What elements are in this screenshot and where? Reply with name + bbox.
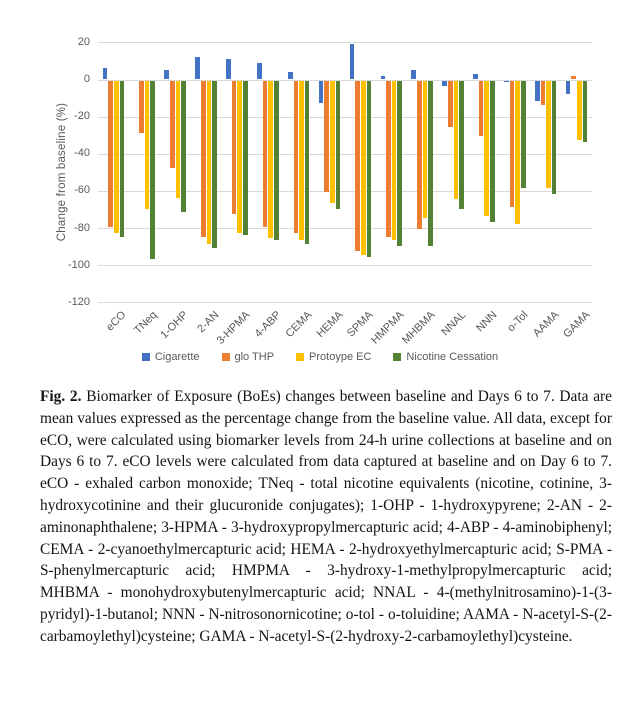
bar-AAMA-Protoype EC <box>546 81 551 189</box>
gridline <box>98 228 592 229</box>
x-tick-label: eCO <box>104 309 129 334</box>
bar-CEMA-Nicotine Cessation <box>305 81 310 244</box>
bar-MHBMA-glo THP <box>417 81 422 230</box>
bar-MHBMA-Cigarette <box>411 70 416 79</box>
x-tick-label: o-Tol <box>504 309 531 335</box>
bar-HEMA-glo THP <box>324 81 329 192</box>
bar-TNeq-Nicotine Cessation <box>150 81 155 259</box>
x-tick-label: 2-AN <box>195 309 222 336</box>
x-tick-label: HMPMA <box>369 309 407 347</box>
legend-swatch-nicotine-cessation <box>393 353 401 361</box>
legend-label: Nicotine Cessation <box>406 351 499 363</box>
bar-2-AN-Nicotine Cessation <box>212 81 217 248</box>
bar-TNeq-Protoype EC <box>145 81 150 209</box>
bar-eCO-Nicotine Cessation <box>120 81 125 237</box>
bar-NNN-glo THP <box>479 81 484 137</box>
bar-GAMA-glo THP <box>571 76 576 80</box>
x-tick-label: TNeq <box>132 309 160 337</box>
bar-2-AN-Protoype EC <box>207 81 212 244</box>
bar-HEMA-Nicotine Cessation <box>336 81 341 209</box>
gridline <box>98 302 592 303</box>
bar-SPMA-glo THP <box>355 81 360 252</box>
legend-swatch-glo-thp <box>222 353 230 361</box>
bar-HMPMA-Cigarette <box>381 76 386 80</box>
y-tick-label: -100 <box>67 258 90 271</box>
x-tick-label: NNAL <box>439 309 469 339</box>
y-axis-title: Change from baseline (%) <box>56 102 68 242</box>
bar-NNAL-Protoype EC <box>454 81 459 200</box>
bar-2-AN-glo THP <box>201 81 206 237</box>
legend-swatch-cigarette <box>142 353 150 361</box>
bar-NNN-Protoype EC <box>484 81 489 217</box>
gridline <box>98 265 592 266</box>
bar-CEMA-Protoype EC <box>299 81 304 241</box>
bar-MHBMA-Nicotine Cessation <box>428 81 433 246</box>
bar-2-AN-Cigarette <box>195 57 200 79</box>
bar-NNAL-Cigarette <box>442 81 447 87</box>
bar-HMPMA-Nicotine Cessation <box>397 81 402 246</box>
x-tick-label: GAMA <box>560 309 593 341</box>
y-tick-label: 0 <box>83 73 90 85</box>
bar-1-OHP-glo THP <box>170 81 175 168</box>
bar-NNN-Cigarette <box>473 74 478 80</box>
legend-label: Protoype EC <box>309 351 372 363</box>
bar-SPMA-Nicotine Cessation <box>367 81 372 257</box>
y-tick-label: -80 <box>74 221 90 234</box>
y-tick-label: -60 <box>74 184 90 197</box>
figure-caption <box>40 386 612 648</box>
y-tick-label: -120 <box>67 295 90 308</box>
bar-eCO-Protoype EC <box>114 81 119 233</box>
x-tick-label: HEMA <box>314 309 346 340</box>
x-tick-label: 4-ABP <box>252 309 284 340</box>
bar-4-ABP-Nicotine Cessation <box>274 81 279 241</box>
bar-CEMA-Cigarette <box>288 72 293 79</box>
bar-NNN-Nicotine Cessation <box>490 81 495 222</box>
legend-label: glo THP <box>234 351 275 363</box>
bar-SPMA-Protoype EC <box>361 81 366 256</box>
bar-eCO-glo THP <box>108 81 113 228</box>
bar-o-Tol-Nicotine Cessation <box>521 81 526 189</box>
bar-NNAL-Nicotine Cessation <box>459 81 464 209</box>
legend-item-nicotine-cessation <box>393 351 498 363</box>
bar-HEMA-Cigarette <box>319 81 324 103</box>
bar-HMPMA-Protoype EC <box>392 81 397 241</box>
bar-3-HPMA-Protoype EC <box>237 81 242 233</box>
bar-3-HPMA-Cigarette <box>226 59 231 79</box>
legend-swatch-protoype-ec <box>296 353 304 361</box>
bar-1-OHP-Cigarette <box>164 70 169 79</box>
bar-HMPMA-glo THP <box>386 81 391 237</box>
bar-CEMA-glo THP <box>294 81 299 233</box>
bar-AAMA-Cigarette <box>535 81 540 101</box>
legend-item-protoype-ec <box>296 351 371 363</box>
bar-o-Tol-Cigarette <box>504 81 509 83</box>
legend-item-cigarette <box>142 351 200 363</box>
x-tick-label: MHBMA <box>400 309 438 347</box>
y-tick-label: -40 <box>74 147 90 160</box>
bar-1-OHP-Nicotine Cessation <box>181 81 186 213</box>
chart-legend <box>0 351 640 363</box>
bar-GAMA-Cigarette <box>566 81 571 94</box>
gridline <box>98 42 592 43</box>
bar-4-ABP-Protoype EC <box>268 81 273 239</box>
legend-label: Cigarette <box>154 351 200 363</box>
bar-HEMA-Protoype EC <box>330 81 335 204</box>
x-tick-label: CEMA <box>283 309 315 340</box>
x-tick-label: 1-OHP <box>158 309 191 342</box>
bar-o-Tol-glo THP <box>510 81 515 207</box>
bar-1-OHP-Protoype EC <box>176 81 181 198</box>
bar-4-ABP-Cigarette <box>257 63 262 80</box>
bar-GAMA-Protoype EC <box>577 81 582 140</box>
y-tick-label: 20 <box>77 35 90 48</box>
bar-SPMA-Cigarette <box>350 44 355 79</box>
bar-AAMA-Nicotine Cessation <box>552 81 557 194</box>
bar-NNAL-glo THP <box>448 81 453 127</box>
figure-caption-text: Biomarker of Exposure (BoEs) changes between baseline and Days 6 to 7. Data are mean values expressed as the percentage change from the baseline value. All data, except for eCO, were calculated using biomarker levels from 24-h urine collections at baseline and on Days 6 to 7. eCO levels were calculated from data captured at baseline and on Day 6 to 7. eCO - exhaled carbon monoxide; TNeq - total nicotine equivalents (nicotine, cotinine, 3-hydroxycotinine and their glucuronide conjugates); 1-OHP - 1-hydroxypyrene; 2-AN - 2-aminonaphthalene; 3-HPMA - 3-hydroxypropylmercapturic acid; 4-ABP - 4-aminobiphenyl; CEMA - 2-cyanoethylmercapturic acid; HEMA - 2-hydroxyethylmercapturic acid; S-PMA - S-phenylmercapturic acid; HMPMA - 3-hydroxy-1-methylpropylmercapturic acid; MHBMA - monohydroxybutenylmercapturic acid; NNAL - 4-(methylnitrosamino)-1-(3-pyridyl)-1-butanol; NNN - N-nitrosonornicotine; o-tol - o-toluidine; AAMA - N-acetyl-S-(2-carbamoylethyl)cysteine; GAMA - N-acetyl-S-(2-hydroxy-2-carbamoylethyl)cysteine. <box>40 388 612 645</box>
bar-GAMA-Nicotine Cessation <box>583 81 588 142</box>
bar-3-HPMA-Nicotine Cessation <box>243 81 248 235</box>
bar-MHBMA-Protoype EC <box>423 81 428 218</box>
bar-4-ABP-glo THP <box>263 81 268 228</box>
x-tick-label: SPMA <box>345 309 376 340</box>
bar-AAMA-glo THP <box>541 81 546 105</box>
y-tick-label: -20 <box>74 110 90 123</box>
bar-3-HPMA-glo THP <box>232 81 237 215</box>
figure-label: Fig. 2. <box>40 388 82 405</box>
bar-o-Tol-Protoype EC <box>515 81 520 224</box>
x-tick-label: AAMA <box>530 309 562 340</box>
x-tick-label: NNN <box>474 309 500 335</box>
bar-eCO-Cigarette <box>103 68 108 79</box>
bar-TNeq-glo THP <box>139 81 144 133</box>
legend-item-glo-thp <box>222 351 275 363</box>
x-tick-label: 3-HPMA <box>214 309 253 347</box>
